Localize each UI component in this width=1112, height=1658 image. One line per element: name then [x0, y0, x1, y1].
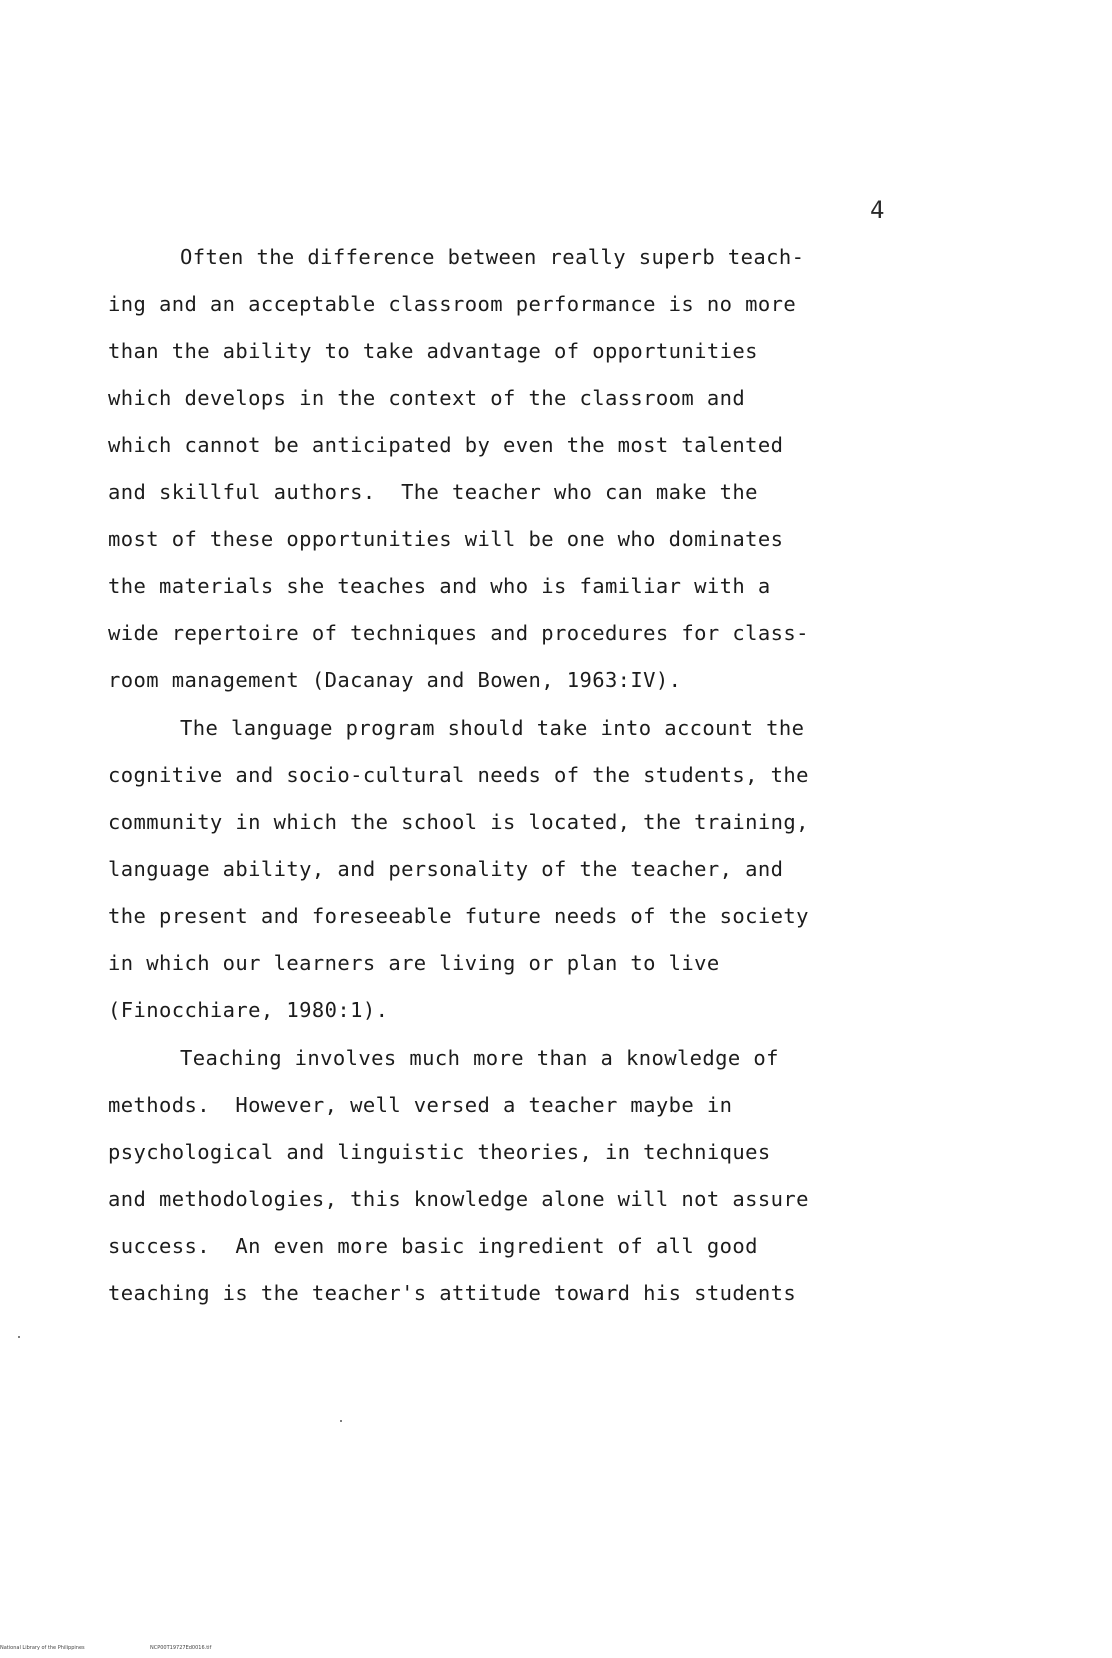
text-line: room management (Dacanay and Bowen, 1963:IV). — [108, 668, 682, 692]
text-line: methods. However, well versed a teacher maybe in — [108, 1093, 733, 1117]
text-line: community in which the school is located, the training, — [108, 810, 809, 834]
text-line: most of these opportunities will be one who dominates — [108, 527, 784, 551]
text-line: which cannot be anticipated by even the most talented — [108, 433, 784, 457]
text-line: than the ability to take advantage of opportunities — [108, 339, 758, 363]
scan-speck — [340, 1420, 342, 1422]
text-line: Often the difference between really superb teach- — [180, 245, 805, 269]
scan-footer-library: National Library of the Philippines — [0, 1645, 85, 1651]
text-line: and methodologies, this knowledge alone will not assure — [108, 1187, 809, 1211]
text-line: language ability, and personality of the teacher, and — [108, 857, 784, 881]
text-line: and skillful authors. The teacher who can make the — [108, 480, 758, 504]
scan-speck — [18, 1336, 20, 1338]
text-line: the present and foreseeable future needs of the society — [108, 904, 809, 928]
scan-footer-file-id: NCP00T19727Ed0016.tif — [150, 1645, 212, 1651]
text-line: teaching is the teacher's attitude toward his students — [108, 1281, 797, 1305]
text-line: the materials she teaches and who is familiar with a — [108, 574, 771, 598]
text-line: wide repertoire of techniques and procedures for class- — [108, 621, 809, 645]
text-line: Teaching involves much more than a knowledge of — [180, 1046, 779, 1070]
page-number: 4 — [870, 196, 885, 224]
text-line: which develops in the context of the classroom and — [108, 386, 746, 410]
text-line: psychological and linguistic theories, in techniques — [108, 1140, 771, 1164]
text-line: The language program should take into account the — [180, 716, 805, 740]
text-line: (Finocchiare, 1980:1). — [108, 998, 389, 1022]
text-line: success. An even more basic ingredient of all good — [108, 1234, 758, 1258]
text-line: in which our learners are living or plan to live — [108, 951, 720, 975]
text-line: cognitive and socio-cultural needs of the students, the — [108, 763, 809, 787]
text-line: ing and an acceptable classroom performance is no more — [108, 292, 797, 316]
